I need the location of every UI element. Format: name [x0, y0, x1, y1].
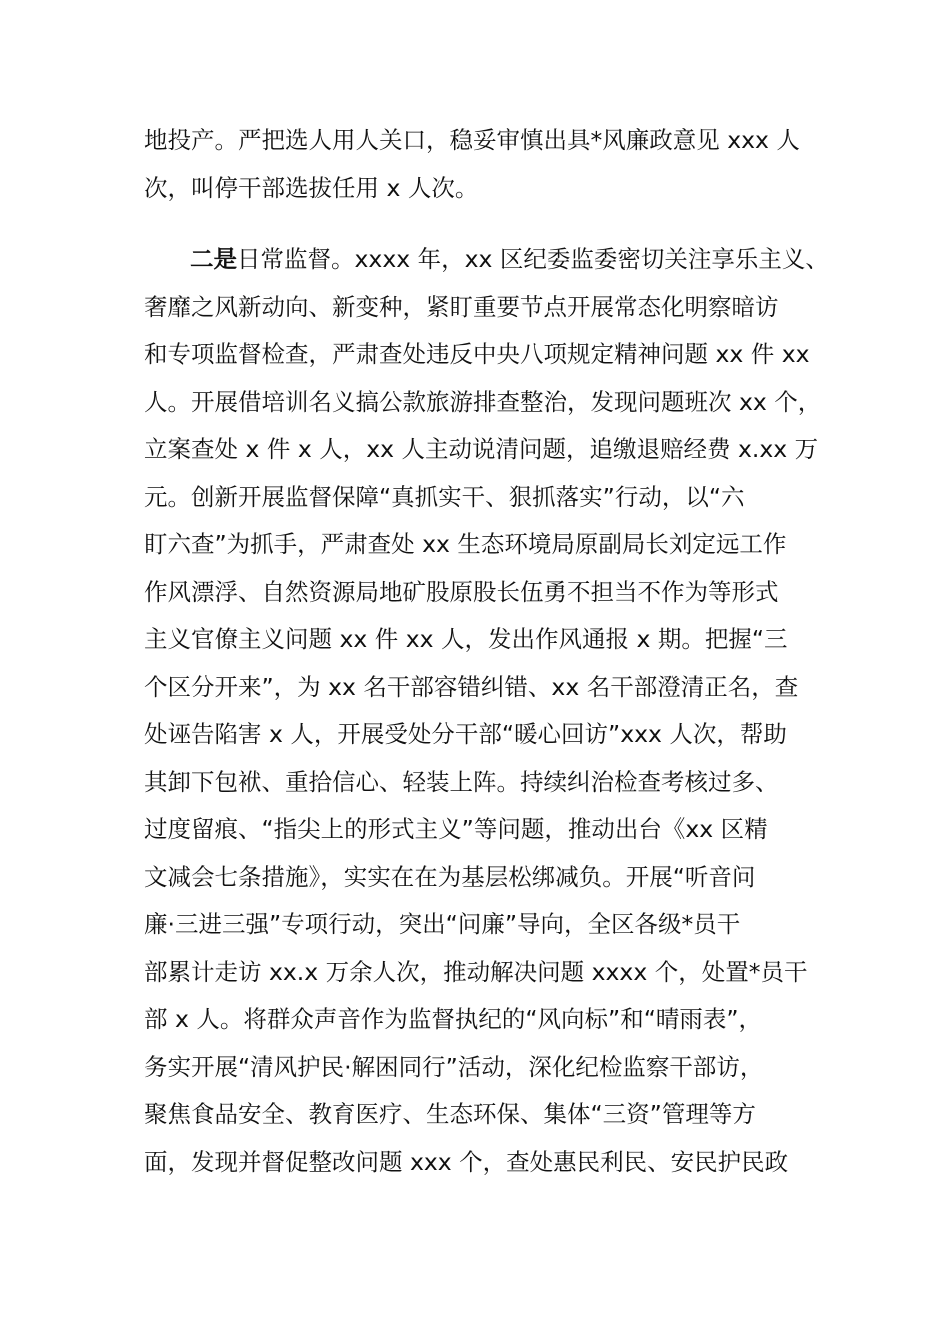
paragraph-line: 面，发现并督促整改问题 xxx 个，查处惠民利民、安民护民政 [144, 1147, 789, 1176]
paragraph-line: 聚焦食品安全、教育医疗、生态环保、集体“三资”管理等方 [144, 1100, 756, 1128]
paragraph-line: 其卸下包袱、重拾信心、轻装上阵。持续纠治检查考核过多、 [144, 767, 779, 796]
paragraph-line: 元。创新开展监督保障“真抓实干、狠抓落实”行动，以“六 [144, 482, 745, 511]
paragraph-line: 盯六查”为抓手，严肃查处 xx 生态环境局原副局长刘定远工作 [144, 530, 787, 558]
paragraph-line: 主义官僚主义问题 xx 件 xx 人，发出作风通报 x 期。把握“三 [144, 625, 788, 653]
section-lead: 二是 [190, 245, 237, 273]
paragraph-line: 人。开展借培训名义搞公款旅游排查整治，发现问题班次 xx 个， [144, 387, 822, 416]
paragraph-2 [144, 236, 829, 1186]
paragraph-line: 地投产。严把选人用人关口，稳妥审慎出具*风廉政意见 xxx 人 [144, 126, 800, 154]
paragraph-line: 廉·三进三强”专项行动，突出“问廉”导向，全区各级*员干 [144, 910, 741, 938]
paragraph-line: 个区分开来”，为 xx 名干部容错纠错、xx 名干部澄清正名，查 [144, 672, 799, 701]
paragraph-line: 次，叫停干部选拔任用 x 人次。 [144, 173, 479, 202]
paragraph-1 [144, 117, 810, 212]
paragraph-line: 部 x 人。将群众声音作为监督执纪的“风向标”和“晴雨表”， [144, 1005, 763, 1033]
paragraph-line: 文减会七条措施》，实实在在为基层松绑减负。开展“听音问 [144, 862, 756, 891]
paragraph-line: 立案查处 x 件 x 人，xx 人主动说清问题，追缴退赔经费 x.xx 万 [144, 435, 819, 463]
paragraph-line: 奢靡之风新动向、新变种，紧盯重要节点开展常态化明察暗访 [144, 292, 779, 321]
paragraph-line: 处诬告陷害 x 人，开展受处分干部“暖心回访”xxx 人次，帮助 [144, 720, 787, 748]
paragraph-first-line [144, 236, 829, 284]
paragraph-line: 和专项监督检查，严肃查处违反中央八项规定精神问题 xx 件 xx [144, 340, 810, 368]
paragraph-line: 过度留痕、“指尖上的形式主义”等问题，推动出台《xx 区精 [144, 815, 768, 843]
paragraph-line: 务实开展“清风护民·解困同行”活动，深化纪检监察干部访， [144, 1052, 764, 1081]
paragraph-line: 部累计走访 xx.x 万余人次，推动解决问题 xxxx 个，处置*员干 [144, 957, 808, 986]
first-line-text: 日常监督。xxxx 年，xx 区纪委监委密切关注享乐主义、 [237, 245, 829, 273]
paragraph-line: 作风漂浮、自然资源局地矿股原股长伍勇不担当不作为等形式 [144, 577, 779, 606]
